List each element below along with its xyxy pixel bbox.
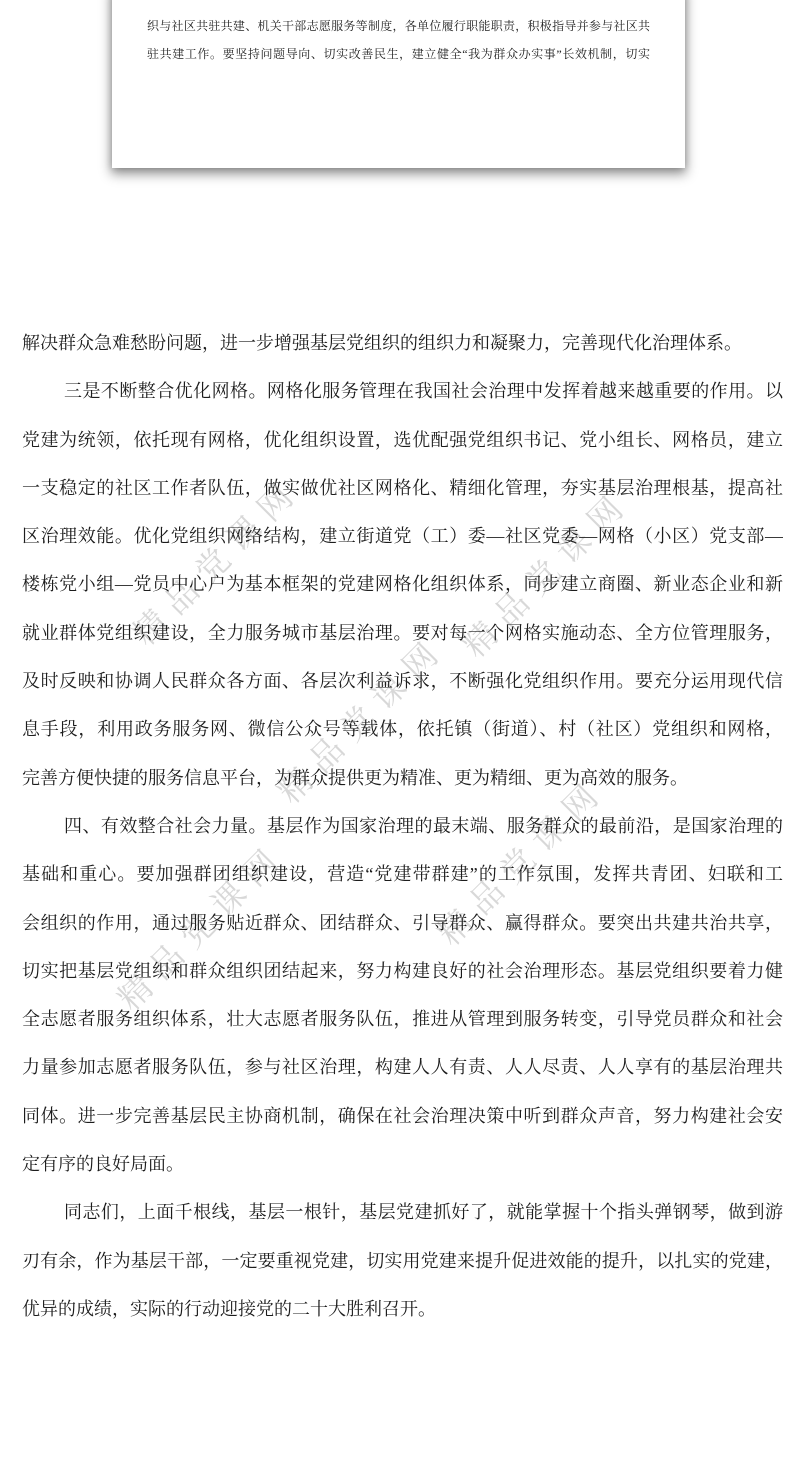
thumbnail-text-line: 驻共建工作。要坚持问题导向、切实改善民生，建立健全“我为群众办实事”长效机制，切实 — [147, 47, 650, 61]
document-text-line: 就业群体党组织建设，全力服务城市基层治理。要对每一个网格实施动态、全方位管理服务， — [22, 622, 783, 643]
watermark-stamp: 精品党课网 — [111, 836, 293, 1018]
document-text-line: 四、有效整合社会力量。基层作为国家治理的最末端、服务群众的最前沿，是国家治理的 — [64, 815, 783, 836]
document-text-line: 定有序的良好局面。 — [22, 1154, 184, 1175]
document-body — [22, 319, 783, 1333]
document-text-line: 息手段，利用政务服务网、微信公众号等载体，依托镇（街道）、村（社区）党组织和网格， — [22, 719, 783, 740]
document-text-line: 完善方便快捷的服务信息平台，为群众提供更为精准、更为精细、更为高效的服务。 — [22, 767, 688, 788]
document-page-thumbnail — [112, 0, 685, 168]
document-text-line: 一支稳定的社区工作者队伍，做实做优社区网格化、精细化管理，夯实基层治理根基，提高社 — [22, 477, 783, 498]
document-text-line: 解决群众急难愁盼问题，进一步增强基层党组织的组织力和凝聚力，完善现代化治理体系。 — [22, 333, 742, 353]
document-text-line: 切实把基层党组织和群众组织团结起来，努力构建良好的社会治理形态。基层党组织要着力健 — [22, 960, 783, 981]
document-text-line: 楼栋党小组—党员中心户为基本框架的党建网格化组织体系，同步建立商圈、新业态企业和新 — [22, 574, 783, 595]
watermark-stamp: 精品党课网 — [431, 771, 613, 953]
document-text-line: 基础和重心。要加强群团组织建设，营造“党建带群建”的工作氛围，发挥共青团、妇联和工 — [22, 864, 783, 885]
watermark-stamp: 精品党课网 — [271, 629, 453, 811]
document-text-line: 党建为统领，依托现有网格，优化组织设置，选优配强党组织书记、党小组长、网格员，建立 — [22, 429, 783, 450]
watermark-stamp: 精品党课网 — [126, 471, 308, 653]
document-text-line: 同志们，上面千根线，基层一根针，基层党建抓好了，就能掌握十个指头弹钢琴，做到游 — [64, 1202, 783, 1223]
document-text-line: 三是不断整合优化网格。网格化服务管理在我国社会治理中发挥着越来越重要的作用。以 — [64, 381, 783, 402]
document-text-line: 力量参加志愿者服务队伍，参与社区治理，构建人人有责、人人尽责、人人享有的基层治理共 — [22, 1057, 783, 1078]
document-text-line: 刃有余，作为基层干部，一定要重视党建，切实用党建来提升促进效能的提升，以扎实的党建， — [22, 1250, 783, 1271]
watermark-stamp: 精品党课网 — [456, 483, 638, 665]
document-text-line: 会组织的作用，通过服务贴近群众、团结群众、引导群众、赢得群众。要突出共建共治共享， — [22, 912, 783, 933]
document-text-line: 同体。进一步完善基层民主协商机制，确保在社会治理决策中听到群众声音，努力构建社会安 — [22, 1105, 783, 1126]
thumbnail-text-line: 织与社区共驻共建、机关干部志愿服务等制度，各单位履行职能职责，积极指导并参与社区共 — [147, 19, 650, 33]
document-text-line: 全志愿者服务组织体系，壮大志愿者服务队伍，推进从管理到服务转变，引导党员群众和社会 — [22, 1009, 783, 1030]
document-text-line: 区治理效能。优化党组织网络结构，建立街道党（工）委—社区党委—网格（小区）党支部— — [22, 526, 783, 547]
document-text-line: 及时反映和协调人民群众各方面、各层次利益诉求，不断强化党组织作用。要充分运用现代信 — [22, 671, 783, 692]
document-text-line: 优异的成绩，实际的行动迎接党的二十大胜利召开。 — [22, 1298, 436, 1319]
